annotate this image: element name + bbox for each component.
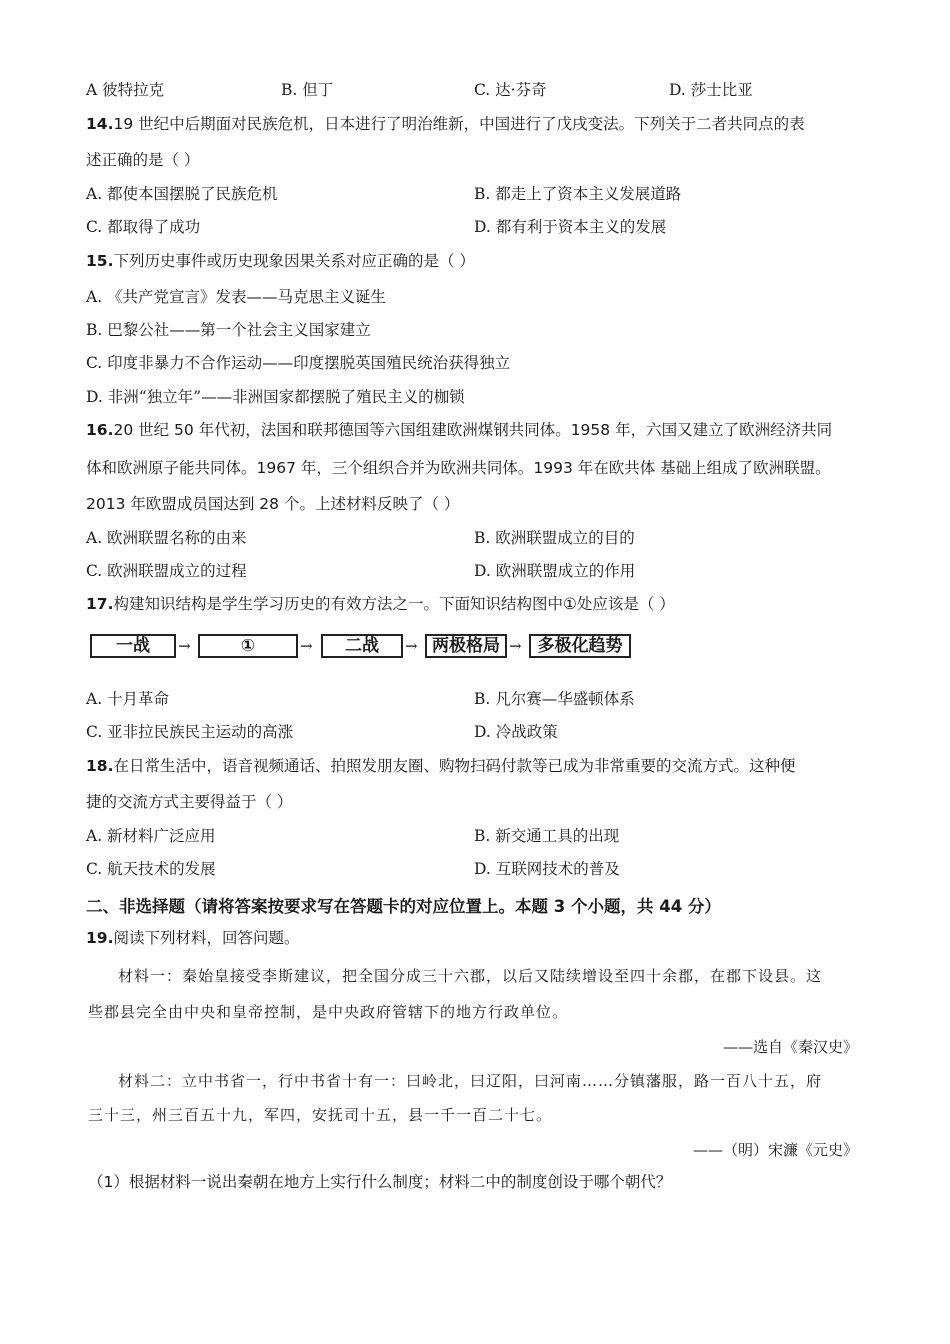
q16-option-c[interactable]: C. 欧洲联盟成立的过程: [86, 562, 247, 580]
q13-option-d[interactable]: D. 莎士比亚: [669, 81, 753, 99]
q18-number: 18.: [86, 757, 114, 775]
chain-arrow-4: →: [509, 637, 522, 655]
chain-box-ww1: 一战: [90, 634, 176, 658]
chain-box-bipolar: 两极格局: [425, 634, 507, 658]
q14-stem: [86, 114, 805, 134]
q13-option-c[interactable]: C. 达·芬奇: [474, 81, 547, 99]
q19-stem: [86, 928, 299, 948]
chain-box-ww2: 二战: [321, 634, 403, 658]
q17-number: 17.: [86, 595, 114, 613]
q15-option-d[interactable]: D. 非洲“独立年”——非洲国家都摆脱了殖民主义的枷锁: [86, 388, 465, 406]
chain-arrow-3: →: [405, 637, 418, 655]
q14-text-line2: 述正确的是（ ）: [86, 151, 200, 169]
q17-option-c[interactable]: C. 亚非拉民族民主运动的高涨: [86, 723, 294, 741]
q13-option-b[interactable]: B. 但丁: [281, 81, 334, 99]
chain-box-blank: ①: [198, 634, 298, 658]
q16-text-line2: 体和欧洲原子能共同体。1967 年，三个组织合并为欧洲共同体。1993 年在欧共体 基础上组成了欧洲联盟。: [86, 459, 831, 477]
chain-box-multipolar: 多极化趋势: [529, 634, 631, 658]
q17-option-d[interactable]: D. 冷战政策: [474, 723, 558, 741]
material-1-line1: 材料一：秦始皇接受李斯建议，把全国分成三十六郡，以后又陆续增设至四十余郡，在郡下设县。这: [118, 967, 823, 985]
q16-option-a[interactable]: A. 欧洲联盟名称的由来: [86, 529, 247, 547]
q18-option-c[interactable]: C. 航天技术的发展: [86, 860, 216, 878]
q15-option-c[interactable]: C. 印度非暴力不合作运动——印度摆脱英国殖民统治获得独立: [86, 354, 511, 372]
q18-text-line2: 捷的交流方式主要得益于（ ）: [86, 793, 293, 811]
section-heading-non-choice: 二、非选择题（请将答案按要求写在答题卡的对应位置上。本题 3 个小题，共 44 分）: [86, 897, 721, 916]
q18-option-d[interactable]: D. 互联网技术的普及: [474, 860, 620, 878]
q18-stem: [86, 756, 795, 776]
q18-option-a[interactable]: A. 新材料广泛应用: [86, 827, 216, 845]
q15-number: 15.: [86, 252, 114, 270]
q15-option-a[interactable]: A. 《共产党宣言》发表——马克思主义诞生: [86, 288, 387, 306]
q16-text-line1: 20 世纪 50 年代初，法国和联邦德国等六国组建欧洲煤钢共同体。1958 年，六国又建立了欧洲经济共同: [113, 421, 833, 439]
q17-option-b[interactable]: B. 凡尔赛—华盛顿体系: [474, 690, 635, 708]
q16-text-line3: 2013 年欧盟成员国达到 28 个。上述材料反映了（ ）: [86, 495, 460, 513]
q14-text-line1: 19 世纪中后期面对民族危机，日本进行了明治维新，中国进行了戊戌变法。下列关于二者共同点的表: [113, 115, 805, 133]
q13-option-a[interactable]: A 彼特拉克: [86, 81, 165, 99]
material-1-line2: 些郡县完全由中央和皇帝控制，是中央政府管辖下的地方行政单位。: [88, 1003, 569, 1021]
material-2-line2: 三十三，州三百五十九，军四，安抚司十五，县一千一百二十七。: [88, 1106, 553, 1124]
q19-subquestion-1: （1）根据材料一说出秦朝在地方上实行什么制度；材料二中的制度创设于哪个朝代？: [88, 1173, 672, 1191]
q16-option-d[interactable]: D. 欧洲联盟成立的作用: [474, 562, 636, 580]
chain-arrow-2: →: [300, 637, 313, 655]
q17-text-line1: 构建知识结构是学生学习历史的有效方法之一。下面知识结构图中①处应该是（ ）: [113, 595, 675, 613]
q16-stem: [86, 420, 832, 440]
material-1-source: ——选自《秦汉史》: [722, 1038, 858, 1056]
material-2-line1: 材料二：立中书省一，行中书省十有一：曰岭北，曰辽阳，曰河南……分镇藩服，路一百八十五，府: [118, 1072, 823, 1090]
q14-option-b[interactable]: B. 都走上了资本主义发展道路: [474, 185, 682, 203]
q16-option-b[interactable]: B. 欧洲联盟成立的目的: [474, 529, 635, 547]
knowledge-structure-diagram: [90, 632, 650, 664]
q18-option-b[interactable]: B. 新交通工具的出现: [474, 827, 620, 845]
q14-option-a[interactable]: A. 都使本国摆脱了民族危机: [86, 185, 278, 203]
q14-number: 14.: [86, 115, 114, 133]
q17-stem: [86, 594, 675, 614]
q19-text-line1: 阅读下列材料，回答问题。: [113, 929, 300, 947]
q14-option-d[interactable]: D. 都有利于资本主义的发展: [474, 218, 667, 236]
q15-text-line1: 下列历史事件或历史现象因果关系对应正确的是（ ）: [113, 252, 475, 270]
chain-arrow-1: →: [178, 637, 191, 655]
q14-option-c[interactable]: C. 都取得了成功: [86, 218, 201, 236]
q19-number: 19.: [86, 929, 114, 947]
q18-text-line1: 在日常生活中，语音视频通话、拍照发朋友圈、购物扫码付款等已成为非常重要的交流方式。这种便: [113, 757, 796, 775]
material-2-source: ——（明）宋濂《元史》: [692, 1141, 858, 1159]
q15-stem: [86, 251, 475, 271]
q16-number: 16.: [86, 421, 114, 439]
q17-option-a[interactable]: A. 十月革命: [86, 690, 170, 708]
q15-option-b[interactable]: B. 巴黎公社——第一个社会主义国家建立: [86, 321, 371, 339]
